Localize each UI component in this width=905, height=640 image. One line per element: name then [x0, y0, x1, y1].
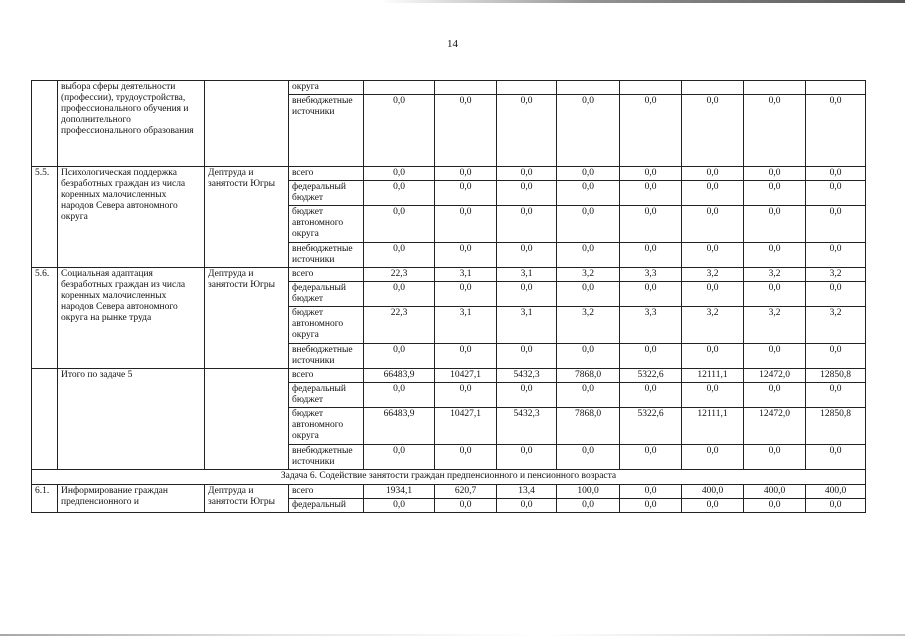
value-cell: 12472,0 — [744, 408, 806, 445]
value-cell: 0,0 — [557, 206, 620, 243]
item-number-cell — [32, 369, 58, 470]
item-name-cell: Итого по задаче 5 — [58, 369, 205, 470]
value-cell: 3,1 — [497, 307, 557, 344]
value-cell: 0,0 — [557, 344, 620, 369]
value-cell: 0,0 — [744, 181, 806, 206]
table-row — [32, 81, 866, 95]
value-cell: 0,0 — [682, 499, 744, 513]
empty-cell — [497, 81, 557, 95]
value-cell: 0,0 — [497, 383, 557, 408]
value-cell: 0,0 — [364, 206, 435, 243]
budget-table — [31, 80, 866, 513]
value-cell: 0,0 — [620, 181, 682, 206]
source-cell: внебюджетные источники — [289, 95, 364, 167]
value-cell: 3,2 — [557, 268, 620, 282]
item-name-cell: Психологическая поддержка безработных граждан из числа коренных малочисленных народов Севера автономного округа — [58, 167, 205, 268]
executor-cell: Дептруда и занятости Югры — [205, 167, 289, 268]
value-cell: 0,0 — [435, 445, 497, 470]
value-cell: 620,7 — [435, 485, 497, 499]
scan-edge-bottom — [0, 634, 905, 636]
value-cell: 0,0 — [435, 206, 497, 243]
source-cell: внебюджетные источники — [289, 344, 364, 369]
value-cell: 0,0 — [497, 344, 557, 369]
empty-cell — [744, 81, 806, 95]
value-cell: 3,2 — [744, 307, 806, 344]
value-cell: 0,0 — [744, 344, 806, 369]
executor-cell: Дептруда и занятости Югры — [205, 485, 289, 513]
value-cell: 0,0 — [364, 344, 435, 369]
value-cell: 0,0 — [620, 485, 682, 499]
value-cell: 0,0 — [620, 206, 682, 243]
value-cell: 100,0 — [557, 485, 620, 499]
value-cell: 0,0 — [744, 206, 806, 243]
value-cell: 0,0 — [682, 206, 744, 243]
value-cell: 0,0 — [744, 243, 806, 268]
value-cell: 0,0 — [620, 243, 682, 268]
source-cell: всего — [289, 167, 364, 181]
item-name-cell: Информирование граждан предпенсионного и — [58, 485, 205, 513]
item-number-cell: 5.6. — [32, 268, 58, 369]
value-cell: 0,0 — [682, 383, 744, 408]
value-cell: 0,0 — [435, 383, 497, 408]
value-cell: 0,0 — [682, 95, 744, 167]
value-cell: 0,0 — [620, 499, 682, 513]
value-cell: 22,3 — [364, 307, 435, 344]
source-cell: всего — [289, 485, 364, 499]
section-heading: Задача 6. Содействие занятости граждан предпенсионного и пенсионного возраста — [32, 470, 866, 485]
empty-cell — [435, 81, 497, 95]
value-cell: 0,0 — [806, 499, 866, 513]
source-cell: федеральный бюджет — [289, 282, 364, 307]
source-cell: бюджет автономного округа — [289, 307, 364, 344]
source-cell: всего — [289, 268, 364, 282]
item-number-cell: 6.1. — [32, 485, 58, 513]
source-cell: бюджет автономного округа — [289, 206, 364, 243]
value-cell: 0,0 — [806, 95, 866, 167]
value-cell: 0,0 — [435, 243, 497, 268]
table-row — [32, 268, 866, 282]
value-cell: 0,0 — [620, 344, 682, 369]
value-cell: 5432,3 — [497, 369, 557, 383]
value-cell: 0,0 — [806, 206, 866, 243]
value-cell: 3,1 — [435, 307, 497, 344]
value-cell: 0,0 — [435, 181, 497, 206]
value-cell: 0,0 — [497, 167, 557, 181]
value-cell: 22,3 — [364, 268, 435, 282]
value-cell: 0,0 — [435, 167, 497, 181]
value-cell: 0,0 — [557, 282, 620, 307]
source-cell: бюджет автономного округа — [289, 408, 364, 445]
source-cell: округа — [289, 81, 364, 95]
item-number-cell: 5.5. — [32, 167, 58, 268]
executor-cell: Дептруда и занятости Югры — [205, 268, 289, 369]
value-cell: 0,0 — [497, 499, 557, 513]
value-cell: 0,0 — [682, 243, 744, 268]
empty-cell — [806, 81, 866, 95]
value-cell: 0,0 — [744, 383, 806, 408]
source-cell: федеральный бюджет — [289, 383, 364, 408]
value-cell: 0,0 — [744, 95, 806, 167]
value-cell: 0,0 — [497, 445, 557, 470]
value-cell: 66483,9 — [364, 408, 435, 445]
value-cell: 0,0 — [806, 282, 866, 307]
value-cell: 0,0 — [364, 95, 435, 167]
value-cell: 0,0 — [806, 167, 866, 181]
value-cell: 0,0 — [497, 243, 557, 268]
value-cell: 0,0 — [497, 95, 557, 167]
value-cell: 0,0 — [557, 181, 620, 206]
source-cell: всего — [289, 369, 364, 383]
value-cell: 0,0 — [682, 167, 744, 181]
value-cell: 0,0 — [497, 206, 557, 243]
value-cell: 0,0 — [682, 344, 744, 369]
value-cell: 3,2 — [806, 268, 866, 282]
value-cell: 12111,1 — [682, 369, 744, 383]
value-cell: 3,2 — [682, 268, 744, 282]
value-cell: 13,4 — [497, 485, 557, 499]
value-cell: 3,3 — [620, 268, 682, 282]
value-cell: 0,0 — [364, 383, 435, 408]
empty-cell — [364, 81, 435, 95]
value-cell: 3,1 — [435, 268, 497, 282]
value-cell: 0,0 — [364, 167, 435, 181]
value-cell: 0,0 — [682, 282, 744, 307]
item-number-cell — [32, 81, 58, 167]
value-cell: 3,3 — [620, 307, 682, 344]
value-cell: 0,0 — [364, 445, 435, 470]
value-cell: 12850,8 — [806, 408, 866, 445]
value-cell: 0,0 — [620, 282, 682, 307]
value-cell: 0,0 — [806, 344, 866, 369]
value-cell: 0,0 — [364, 181, 435, 206]
value-cell: 5432,3 — [497, 408, 557, 445]
value-cell: 0,0 — [435, 499, 497, 513]
value-cell: 0,0 — [435, 282, 497, 307]
value-cell: 0,0 — [744, 282, 806, 307]
value-cell: 400,0 — [682, 485, 744, 499]
source-cell: внебюджетные источники — [289, 243, 364, 268]
value-cell: 400,0 — [806, 485, 866, 499]
value-cell: 5322,6 — [620, 369, 682, 383]
value-cell: 3,2 — [806, 307, 866, 344]
value-cell: 7868,0 — [557, 408, 620, 445]
value-cell: 0,0 — [806, 445, 866, 470]
value-cell: 0,0 — [557, 95, 620, 167]
value-cell: 12850,8 — [806, 369, 866, 383]
value-cell: 3,2 — [557, 307, 620, 344]
value-cell: 0,0 — [620, 167, 682, 181]
table-row — [32, 470, 866, 485]
scan-edge-top — [380, 0, 905, 3]
page-number: 14 — [447, 38, 458, 50]
value-cell: 0,0 — [682, 445, 744, 470]
value-cell: 3,1 — [497, 268, 557, 282]
value-cell: 0,0 — [435, 95, 497, 167]
source-cell: внебюджетные источники — [289, 445, 364, 470]
value-cell: 7868,0 — [557, 369, 620, 383]
value-cell: 0,0 — [806, 181, 866, 206]
value-cell: 3,2 — [682, 307, 744, 344]
table-row — [32, 485, 866, 499]
source-cell: федеральный — [289, 499, 364, 513]
value-cell: 0,0 — [557, 167, 620, 181]
executor-cell — [205, 81, 289, 167]
value-cell: 12472,0 — [744, 369, 806, 383]
value-cell: 0,0 — [744, 445, 806, 470]
value-cell: 0,0 — [744, 167, 806, 181]
source-cell: федеральный бюджет — [289, 181, 364, 206]
value-cell: 0,0 — [806, 243, 866, 268]
value-cell: 0,0 — [557, 499, 620, 513]
item-name-cell: выбора сферы деятельности (профессии), трудоустройства, профессионального обучения и дополнительного профессионального образования — [58, 81, 205, 167]
value-cell: 0,0 — [364, 243, 435, 268]
table-row — [32, 167, 866, 181]
empty-cell — [557, 81, 620, 95]
empty-cell — [620, 81, 682, 95]
table-row — [32, 369, 866, 383]
value-cell: 400,0 — [744, 485, 806, 499]
value-cell: 0,0 — [497, 282, 557, 307]
value-cell: 0,0 — [744, 499, 806, 513]
value-cell: 66483,9 — [364, 369, 435, 383]
value-cell: 0,0 — [364, 499, 435, 513]
value-cell: 0,0 — [497, 181, 557, 206]
value-cell: 5322,6 — [620, 408, 682, 445]
value-cell: 10427,1 — [435, 408, 497, 445]
value-cell: 12111,1 — [682, 408, 744, 445]
value-cell: 0,0 — [620, 95, 682, 167]
value-cell: 0,0 — [682, 181, 744, 206]
value-cell: 0,0 — [557, 445, 620, 470]
value-cell: 0,0 — [364, 282, 435, 307]
value-cell: 3,2 — [744, 268, 806, 282]
value-cell: 0,0 — [620, 383, 682, 408]
value-cell: 10427,1 — [435, 369, 497, 383]
value-cell: 1934,1 — [364, 485, 435, 499]
value-cell: 0,0 — [620, 445, 682, 470]
executor-cell — [205, 369, 289, 470]
value-cell: 0,0 — [435, 344, 497, 369]
empty-cell — [682, 81, 744, 95]
value-cell: 0,0 — [806, 383, 866, 408]
item-name-cell: Социальная адаптация безработных граждан из числа коренных малочисленных народов Севера автономного округа на рынке труда — [58, 268, 205, 369]
value-cell: 0,0 — [557, 383, 620, 408]
value-cell: 0,0 — [557, 243, 620, 268]
